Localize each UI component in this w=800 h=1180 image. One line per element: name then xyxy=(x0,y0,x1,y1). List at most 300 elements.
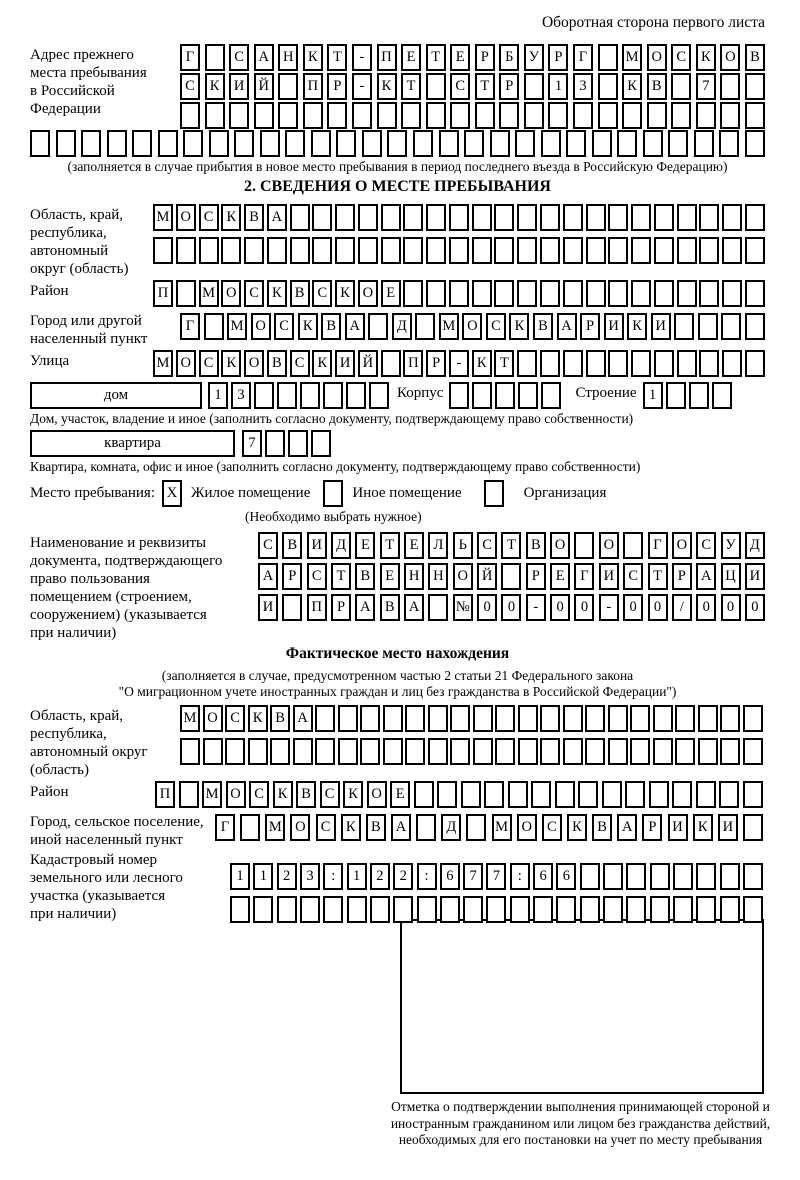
char-cell: О xyxy=(453,563,473,590)
prev-address-row-1 xyxy=(180,44,765,71)
char-cell: 6 xyxy=(440,863,460,890)
char-cell xyxy=(413,130,433,157)
char-cell: Г xyxy=(180,313,200,340)
char-cell xyxy=(677,280,697,307)
char-cell xyxy=(282,594,302,621)
char-cell: Й xyxy=(477,563,497,590)
raion-label: Район xyxy=(30,283,69,299)
char-cell: К xyxy=(303,44,323,71)
char-cell xyxy=(486,896,506,923)
char-cell: Т xyxy=(475,73,495,100)
char-cell xyxy=(675,738,695,765)
char-cell: А xyxy=(267,204,287,231)
char-cell: В xyxy=(296,781,316,808)
char-cell: К xyxy=(509,313,529,340)
char-cell xyxy=(277,896,297,923)
char-cell: 0 xyxy=(574,594,594,621)
char-cell xyxy=(677,350,697,377)
fact-raion-label: Район xyxy=(30,784,69,800)
char-cell xyxy=(415,313,435,340)
char-cell xyxy=(234,130,254,157)
char-cell: О xyxy=(367,781,387,808)
char-cell: У xyxy=(524,44,544,71)
char-cell: : xyxy=(323,863,343,890)
char-cell xyxy=(403,237,423,264)
char-cell: С xyxy=(486,313,506,340)
char-cell: Н xyxy=(278,44,298,71)
stay-type-label: Место пребывания: xyxy=(30,485,155,501)
char-cell: А xyxy=(404,594,424,621)
document-row-1 xyxy=(258,532,765,559)
char-cell: В xyxy=(321,313,341,340)
char-cell: Ц xyxy=(721,563,741,590)
document-label: Наименование и реквизиты документа, подтверждающего право пользования помещением (строением, сооружением) (указывается при наличии) xyxy=(30,535,223,641)
kadastr-row-2 xyxy=(230,896,763,923)
char-cell: Е xyxy=(355,532,375,559)
char-cell xyxy=(278,73,298,100)
char-cell xyxy=(393,896,413,923)
prev-address-row-4 xyxy=(30,130,765,157)
char-cell xyxy=(494,204,514,231)
char-cell xyxy=(475,102,495,129)
char-cell: 7 xyxy=(696,73,716,100)
char-cell xyxy=(449,382,469,409)
char-cell xyxy=(580,896,600,923)
char-cell xyxy=(654,204,674,231)
char-cell: И xyxy=(604,313,624,340)
char-cell xyxy=(721,313,741,340)
char-cell: П xyxy=(303,73,323,100)
char-cell xyxy=(346,382,366,409)
inoe-label: Иное помещение xyxy=(352,485,462,501)
char-cell xyxy=(654,280,674,307)
char-cell xyxy=(338,738,358,765)
char-cell: Г xyxy=(573,44,593,71)
char-cell: С xyxy=(290,350,310,377)
char-cell: Й xyxy=(254,73,274,100)
char-cell xyxy=(494,237,514,264)
char-cell xyxy=(675,705,695,732)
char-cell xyxy=(517,350,537,377)
stroenie-label: Строение xyxy=(575,385,637,401)
char-cell: А xyxy=(696,563,716,590)
char-cell: Р xyxy=(282,563,302,590)
char-cell: К xyxy=(221,204,241,231)
char-cell xyxy=(277,382,297,409)
char-cell xyxy=(449,237,469,264)
char-cell xyxy=(743,781,763,808)
char-cell xyxy=(586,280,606,307)
char-cell xyxy=(323,896,343,923)
apartment-cells xyxy=(242,430,331,457)
char-cell xyxy=(699,280,719,307)
char-cell xyxy=(608,204,628,231)
char-cell xyxy=(288,430,308,457)
char-cell: Е xyxy=(401,44,421,71)
fact-title: Фактическое место нахождения xyxy=(285,645,510,662)
char-cell xyxy=(650,896,670,923)
char-cell xyxy=(631,350,651,377)
char-cell: М xyxy=(199,280,219,307)
char-cell xyxy=(592,130,612,157)
char-cell: Р xyxy=(526,563,546,590)
char-cell xyxy=(387,130,407,157)
char-cell: - xyxy=(599,594,619,621)
char-cell: О xyxy=(647,44,667,71)
char-cell: Р xyxy=(642,814,662,841)
house-number-cells xyxy=(208,382,389,409)
fact-oblast-row-1 xyxy=(180,705,763,732)
char-cell xyxy=(428,738,448,765)
char-cell: О xyxy=(221,280,241,307)
char-cell: 0 xyxy=(550,594,570,621)
char-cell xyxy=(383,705,403,732)
char-cell xyxy=(563,237,583,264)
char-cell: 1 xyxy=(230,863,250,890)
char-cell: П xyxy=(377,44,397,71)
char-cell: Т xyxy=(648,563,668,590)
char-cell: К xyxy=(298,313,318,340)
char-cell xyxy=(466,814,486,841)
document-block xyxy=(30,532,765,642)
char-cell xyxy=(499,102,519,129)
char-cell xyxy=(381,204,401,231)
char-cell xyxy=(745,280,765,307)
char-cell: Г xyxy=(215,814,235,841)
char-cell: С xyxy=(307,563,327,590)
char-cell xyxy=(300,382,320,409)
char-cell: И xyxy=(668,814,688,841)
char-cell xyxy=(566,130,586,157)
char-cell xyxy=(472,237,492,264)
char-cell xyxy=(107,130,127,157)
korpus-cells xyxy=(449,382,561,409)
char-cell xyxy=(696,896,716,923)
char-cell xyxy=(586,350,606,377)
char-cell xyxy=(540,280,560,307)
char-cell xyxy=(617,130,637,157)
char-cell xyxy=(230,896,250,923)
char-cell xyxy=(248,738,268,765)
prev-address-label: Адрес прежнего места пребывания в Российской Федерации xyxy=(30,47,147,117)
char-cell xyxy=(743,863,763,890)
char-cell: В xyxy=(355,563,375,590)
char-cell: М xyxy=(439,313,459,340)
char-cell xyxy=(426,280,446,307)
char-cell: Р xyxy=(475,44,495,71)
page-side-note: Оборотная сторона первого листа xyxy=(541,14,765,31)
char-cell xyxy=(563,738,583,765)
apartment-note: Квартира, комната, офис и иное (заполнить согласно документу, подтверждающему право собственности) xyxy=(30,459,641,474)
char-cell xyxy=(548,102,568,129)
char-cell xyxy=(360,738,380,765)
char-cell: С xyxy=(696,532,716,559)
char-cell: 0 xyxy=(501,594,521,621)
char-cell: Е xyxy=(381,280,401,307)
char-cell: О xyxy=(176,350,196,377)
char-cell xyxy=(698,705,718,732)
oblast-row-1 xyxy=(153,204,765,231)
char-cell xyxy=(698,738,718,765)
char-cell xyxy=(540,705,560,732)
char-cell xyxy=(743,705,763,732)
char-cell xyxy=(495,382,515,409)
char-cell xyxy=(578,781,598,808)
char-cell xyxy=(439,130,459,157)
char-cell: В xyxy=(244,204,264,231)
char-cell xyxy=(267,237,287,264)
char-cell xyxy=(745,350,765,377)
char-cell xyxy=(403,204,423,231)
char-cell xyxy=(290,204,310,231)
char-cell: Т xyxy=(494,350,514,377)
char-cell: Г xyxy=(648,532,668,559)
char-cell: 0 xyxy=(745,594,765,621)
char-cell xyxy=(405,705,425,732)
char-cell: Т xyxy=(426,44,446,71)
stroenie-cells xyxy=(643,382,732,409)
char-cell xyxy=(608,705,628,732)
char-cell xyxy=(426,204,446,231)
char-cell: П xyxy=(155,781,175,808)
char-cell xyxy=(428,705,448,732)
char-cell: А xyxy=(258,563,278,590)
char-cell xyxy=(327,102,347,129)
char-cell: Е xyxy=(404,532,424,559)
kadastr-block xyxy=(30,849,765,923)
char-cell xyxy=(745,313,765,340)
char-cell xyxy=(518,705,538,732)
char-cell: А xyxy=(355,594,375,621)
char-cell xyxy=(260,130,280,157)
char-cell xyxy=(428,594,448,621)
oblast-block xyxy=(30,204,765,278)
char-cell: В xyxy=(533,313,553,340)
char-cell: С xyxy=(229,44,249,71)
char-cell xyxy=(463,896,483,923)
char-cell xyxy=(517,204,537,231)
char-cell: Д xyxy=(745,532,765,559)
char-cell xyxy=(205,102,225,129)
char-cell: М xyxy=(202,781,222,808)
char-cell xyxy=(745,102,765,129)
char-cell xyxy=(315,738,335,765)
char-cell xyxy=(694,130,714,157)
char-cell xyxy=(720,102,740,129)
char-cell: О xyxy=(203,705,223,732)
char-cell: К xyxy=(343,781,363,808)
char-cell: 0 xyxy=(721,594,741,621)
char-cell xyxy=(608,350,628,377)
char-cell xyxy=(722,237,742,264)
char-cell: С xyxy=(244,280,264,307)
fact-raion-row xyxy=(155,781,763,808)
stay-type-note: (Необходимо выбрать нужное) xyxy=(245,509,422,524)
document-row-2 xyxy=(258,563,765,590)
char-cell xyxy=(743,814,763,841)
char-cell xyxy=(199,237,219,264)
char-cell xyxy=(743,896,763,923)
char-cell: А xyxy=(557,313,577,340)
char-cell: 2 xyxy=(277,863,297,890)
char-cell: А xyxy=(345,313,365,340)
char-cell xyxy=(464,130,484,157)
char-cell xyxy=(580,863,600,890)
char-cell: О xyxy=(550,532,570,559)
stamp-area xyxy=(400,919,764,1094)
char-cell xyxy=(285,130,305,157)
kadastr-row-1 xyxy=(230,863,763,890)
char-cell xyxy=(403,280,423,307)
fact-note-1: (заполняется в случае, предусмотренном частью 2 статьи 21 Федерального закона xyxy=(161,668,634,683)
char-cell: О xyxy=(358,280,378,307)
char-cell: Ь xyxy=(453,532,473,559)
char-cell xyxy=(654,237,674,264)
char-cell: О xyxy=(244,350,264,377)
char-cell: У xyxy=(721,532,741,559)
char-cell xyxy=(586,204,606,231)
checkbox-zhiloe: X xyxy=(162,480,182,507)
char-cell xyxy=(265,430,285,457)
char-cell: П xyxy=(307,594,327,621)
char-cell xyxy=(449,204,469,231)
char-cell: С xyxy=(312,280,332,307)
char-cell: 7 xyxy=(463,863,483,890)
kadastr-label: Кадастровый номер земельного или лесного участка (указывается при наличии) xyxy=(30,852,183,922)
char-cell xyxy=(533,896,553,923)
char-cell xyxy=(362,130,382,157)
char-cell xyxy=(352,102,372,129)
char-cell xyxy=(720,863,740,890)
char-cell: Р xyxy=(426,350,446,377)
char-cell xyxy=(608,280,628,307)
char-cell xyxy=(598,73,618,100)
char-cell: П xyxy=(153,280,173,307)
char-cell: О xyxy=(672,532,692,559)
char-cell xyxy=(183,130,203,157)
char-cell xyxy=(540,738,560,765)
char-cell xyxy=(643,130,663,157)
char-cell: В xyxy=(282,532,302,559)
char-cell xyxy=(719,781,739,808)
stay-type-row xyxy=(30,480,765,507)
char-cell: Д xyxy=(392,313,412,340)
char-cell: К xyxy=(377,73,397,100)
char-cell: И xyxy=(651,313,671,340)
char-cell xyxy=(368,313,388,340)
char-cell xyxy=(209,130,229,157)
raion-row xyxy=(153,280,765,307)
char-cell: 3 xyxy=(300,863,320,890)
char-cell: К xyxy=(567,814,587,841)
char-cell xyxy=(293,738,313,765)
char-cell: № xyxy=(453,594,473,621)
char-cell: С xyxy=(320,781,340,808)
char-cell xyxy=(381,237,401,264)
char-cell xyxy=(712,382,732,409)
char-cell xyxy=(555,781,575,808)
char-cell: Б xyxy=(499,44,519,71)
char-cell xyxy=(312,237,332,264)
char-cell xyxy=(653,738,673,765)
char-cell xyxy=(720,738,740,765)
char-cell xyxy=(81,130,101,157)
fact-raion-block xyxy=(30,781,765,808)
char-cell: - xyxy=(526,594,546,621)
char-cell xyxy=(563,350,583,377)
char-cell xyxy=(517,280,537,307)
org-label: Организация xyxy=(523,485,607,501)
char-cell: 0 xyxy=(648,594,668,621)
char-cell: О xyxy=(176,204,196,231)
char-cell: 1 xyxy=(347,863,367,890)
char-cell xyxy=(722,280,742,307)
char-cell xyxy=(176,280,196,307)
char-cell xyxy=(278,102,298,129)
char-cell xyxy=(556,896,576,923)
char-cell xyxy=(650,863,670,890)
char-cell xyxy=(244,237,264,264)
char-cell xyxy=(603,863,623,890)
char-cell xyxy=(626,896,646,923)
char-cell xyxy=(450,738,470,765)
char-cell: 1 xyxy=(208,382,228,409)
char-cell: Т xyxy=(501,532,521,559)
char-cell xyxy=(540,204,560,231)
char-cell xyxy=(531,781,551,808)
char-cell: В xyxy=(270,705,290,732)
char-cell: С xyxy=(225,705,245,732)
char-cell xyxy=(450,705,470,732)
char-cell xyxy=(501,563,521,590)
char-cell: Р xyxy=(331,594,351,621)
document-row-3 xyxy=(258,594,765,621)
char-cell xyxy=(472,382,492,409)
char-cell: А xyxy=(254,44,274,71)
char-cell xyxy=(377,102,397,129)
char-cell xyxy=(696,863,716,890)
ulitsa-label: Улица xyxy=(30,353,70,369)
char-cell: К xyxy=(205,73,225,100)
char-cell: Й xyxy=(358,350,378,377)
char-cell xyxy=(574,532,594,559)
char-cell: Т xyxy=(380,532,400,559)
char-cell xyxy=(203,738,223,765)
char-cell xyxy=(630,705,650,732)
char-cell: 7 xyxy=(486,863,506,890)
char-cell xyxy=(426,102,446,129)
char-cell xyxy=(698,313,718,340)
char-cell: Р xyxy=(580,313,600,340)
char-cell xyxy=(608,237,628,264)
char-cell xyxy=(449,280,469,307)
char-cell xyxy=(540,237,560,264)
fact-oblast-label: Область, край, республика, автономный округ (область) xyxy=(30,708,148,778)
char-cell xyxy=(383,738,403,765)
char-cell: К xyxy=(248,705,268,732)
char-cell xyxy=(720,896,740,923)
char-cell: Д xyxy=(331,532,351,559)
char-cell: М xyxy=(153,204,173,231)
char-cell xyxy=(674,313,694,340)
char-cell xyxy=(180,738,200,765)
char-cell xyxy=(722,350,742,377)
char-cell xyxy=(630,738,650,765)
char-cell: 7 xyxy=(242,430,262,457)
char-cell xyxy=(668,130,688,157)
char-cell: К xyxy=(627,313,647,340)
char-cell: О xyxy=(720,44,740,71)
